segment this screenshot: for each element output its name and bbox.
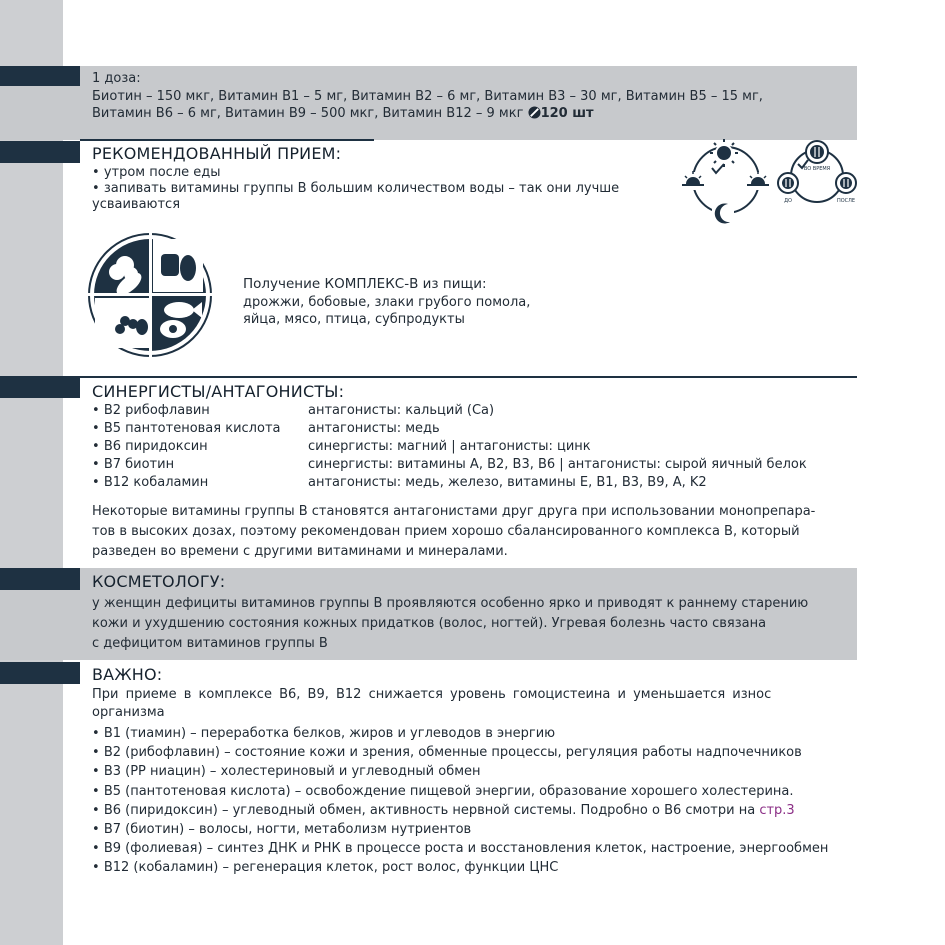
section-underline <box>80 139 374 141</box>
list-item: • B12 (кобаламин) – регенерация клеток, рост волос, функции ЦНС <box>92 858 828 877</box>
section-marker <box>0 66 80 86</box>
cosmetologist-line: у женщин дефициты витаминов группы В проявляются особенно ярко и приводят к раннему старению <box>92 596 809 611</box>
important-intro <box>92 686 771 722</box>
synergy-info: антагонисты: медь <box>308 421 440 436</box>
list-item: • B1 (тиамин) – переработка белков, жиров и углеводов в энергию <box>92 724 828 743</box>
note-line: разведен во времени с другими витаминами и минералами. <box>92 544 508 559</box>
list-item: • B9 (фолиевая) – синтез ДНК и РНК в процессе роста и восстановления клеток, настроение, энергообмен <box>92 839 828 858</box>
time-of-day-icon <box>678 138 774 228</box>
list-item <box>92 801 828 820</box>
dose-label: 1 доза: <box>92 71 141 86</box>
note-line: Некоторые витамины группы В становятся антагонистами друг друга при использовании монопрепара- <box>92 504 816 519</box>
sunrise-icon <box>680 171 706 190</box>
food-line-1: дрожжи, бобовые, злаки грубого помола, <box>243 294 531 310</box>
list-item: • B3 (PP ниацин) – холестериновый и углеводный обмен <box>92 762 828 781</box>
check-icon <box>712 164 724 173</box>
section-marker <box>0 141 80 163</box>
table-row <box>92 420 807 438</box>
sunset-icon <box>744 171 772 190</box>
important-intro-line: организма <box>92 705 165 720</box>
pill-icon <box>528 106 541 119</box>
synergy-table <box>92 402 807 492</box>
recommended-title: РЕКОМЕНДОВАННЫЙ ПРИЕМ: <box>92 144 342 163</box>
sun-icon <box>710 139 738 167</box>
recommended-list <box>92 165 652 213</box>
food-line-2: яйца, мясо, птица, субпродукты <box>243 312 465 327</box>
table-row <box>92 474 807 492</box>
list-item: • B5 (пантотеновая кислота) – освобождение пищевой энергии, образование хорошего холестерина. <box>92 782 828 801</box>
table-row <box>92 402 807 420</box>
synergy-note <box>92 502 815 562</box>
synergy-name: • B2 рибофлавин <box>92 402 308 420</box>
meal-timing-icon <box>776 140 858 206</box>
synergy-info: антагонисты: кальций (Ca) <box>308 403 495 418</box>
food-sources-icon <box>87 232 213 358</box>
cosmetologist-text <box>92 594 808 654</box>
section-marker <box>0 568 80 590</box>
moon-icon <box>712 202 734 226</box>
section-underline <box>80 376 857 378</box>
table-row <box>92 456 807 474</box>
page-link[interactable]: стр.3 <box>759 802 795 818</box>
synergy-name: • B7 биотин <box>92 456 308 474</box>
synergy-name: • B5 пантотеновая кислота <box>92 420 308 438</box>
synergy-title: СИНЕРГИСТЫ/АНТАГОНИСТЫ: <box>92 382 345 401</box>
b6-text: B6 (пиридоксин) – углеводный обмен, активность нервной системы. Подробно о В6 смотри на <box>103 802 760 818</box>
synergy-info: синергисты: магний | антагонисты: цинк <box>308 439 591 454</box>
section-marker <box>0 376 80 398</box>
cosmetologist-line: кожи и ухудшению состояния кожных придатков (волос, ногтей). Угревая болезнь часто связана <box>92 616 767 631</box>
cosmetologist-title: КОСМЕТОЛОГУ: <box>92 572 226 591</box>
important-list <box>92 724 828 878</box>
note-line: тов в высоких дозах, поэтому рекомендован прием хорошо сбалансированного комплекса В, который <box>92 524 800 539</box>
plate-after-icon <box>836 173 856 193</box>
important-intro-line: При приеме в комплексе B6, B9, B12 снижается уровень гомоцистеина и уменьшается износ <box>92 687 772 702</box>
section-marker <box>0 662 80 684</box>
food-title: Получение КОМПЛЕКС-В из пищи: <box>243 276 487 292</box>
dose-line-2 <box>92 105 763 123</box>
plate-before-icon <box>778 173 798 193</box>
table-row <box>92 438 807 456</box>
dose-line-2-text: Витамин B6 – 6 мг, Витамин B9 – 500 мкг, Витамин B12 – 9 мкг <box>92 106 524 121</box>
synergy-info: антагонисты: медь, железо, витамины E, B1, B3, B9, A, K2 <box>308 475 707 490</box>
synergy-name: • B6 пиридоксин <box>92 438 308 456</box>
meal-label-during: ВО ВРЕМЯ <box>803 166 831 172</box>
list-item: • запивать витамины группы В большим количеством воды – так они лучше усваиваются <box>92 181 652 213</box>
list-item: • утром после еды <box>92 165 652 181</box>
list-item: • B7 (биотин) – волосы, ногти, метаболизм нутриентов <box>92 820 828 839</box>
cosmetologist-line: с дефицитом витаминов группы В <box>92 636 328 651</box>
dose-count: 120 шт <box>540 106 594 121</box>
synergy-info: синергисты: витамины A, B2, B3, B6 | антагонисты: сырой яичный белок <box>308 457 807 472</box>
important-title: ВАЖНО: <box>92 665 163 684</box>
dose-block <box>92 70 763 123</box>
plate-during-icon <box>806 141 828 163</box>
meal-label-before: ДО <box>784 198 792 204</box>
synergy-name: • B12 кобаламин <box>92 474 308 492</box>
dose-line-1: Биотин – 150 мкг, Витамин B1 – 5 мг, Витамин B2 – 6 мг, Витамин B3 – 30 мг, Витамин B5 – 15 мг, <box>92 88 763 104</box>
meal-label-after: ПОСЛЕ <box>836 198 856 204</box>
list-item: • B2 (рибофлавин) – состояние кожи и зрения, обменные процессы, регуляция работы надпочечников <box>92 743 828 762</box>
food-block <box>243 276 530 329</box>
